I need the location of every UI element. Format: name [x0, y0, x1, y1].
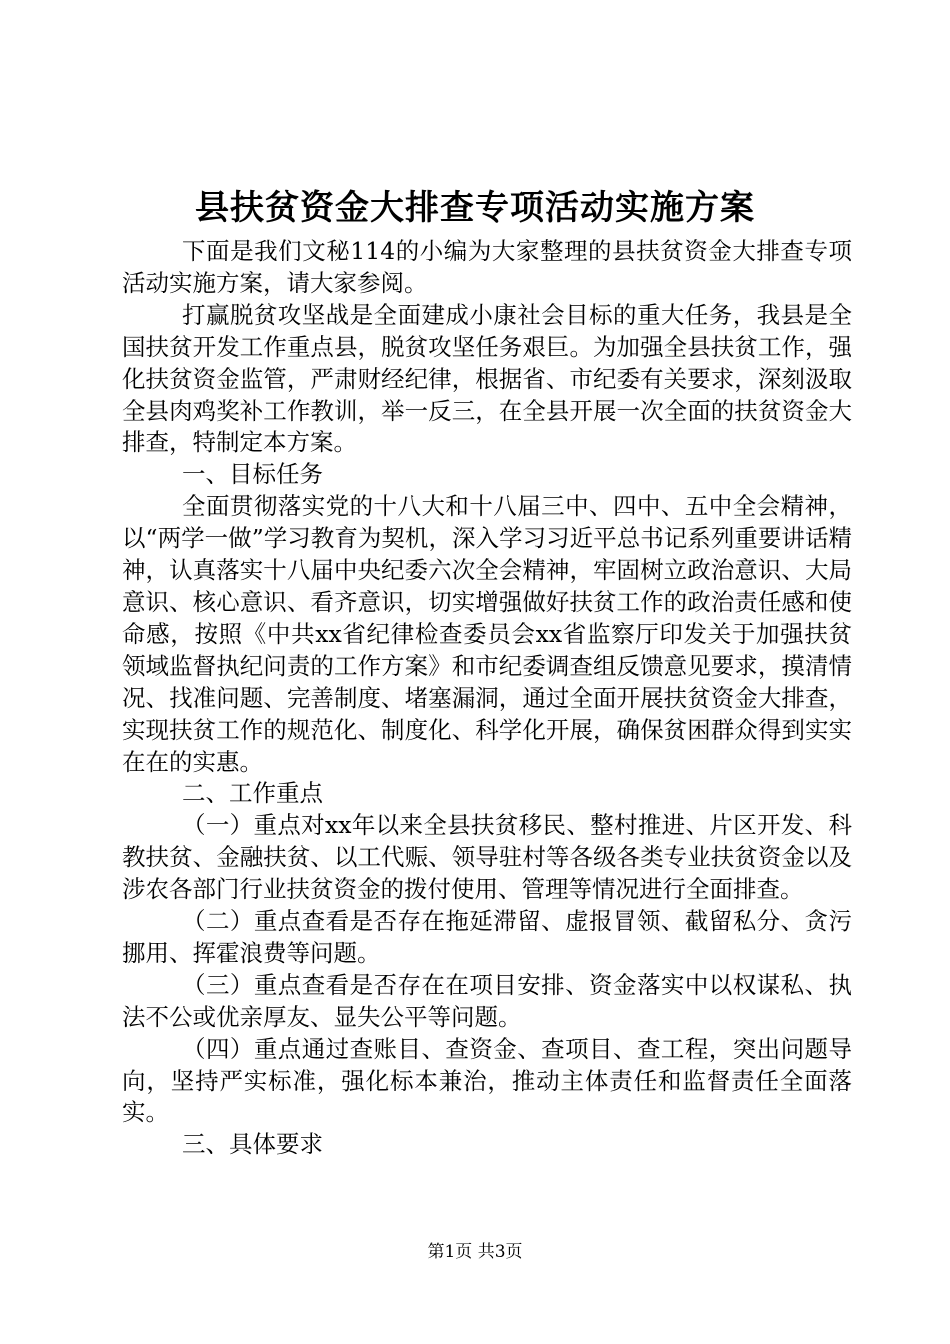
focus-item-1: （一）重点对xx年以来全县扶贫移民、整村推进、片区开发、科教扶贫、金融扶贫、以工代赈、领导驻村等各级各类专业扶贫资金以及涉农各部门行业扶贫资金的拨付使用、管理等情况进行全面排查。	[122, 811, 852, 904]
focus-item-2: （二）重点查看是否存在拖延滞留、虚报冒领、截留私分、贪污挪用、挥霍浪费等问题。	[122, 907, 852, 967]
section-heading-requirements: 三、具体要求	[182, 1130, 323, 1159]
section-heading-focus: 二、工作重点	[182, 779, 323, 808]
document-body	[122, 236, 852, 1161]
section-heading-goals: 一、目标任务	[182, 460, 323, 489]
page-footer: 第1页 共3页	[427, 1242, 523, 1262]
goals-paragraph: 全面贯彻落实党的十八大和十八届三中、四中、五中全会精神，以“两学一做”学习教育为契机，深入学习习近平总书记系列重要讲话精神，认真落实十八届中央纪委六次全会精神，牢固树立政治意识、大局意识、核心意识、看齐意识，切实增强做好扶贫工作的政治责任感和使命感，按照《中共xx省纪律检查委员会xx省监察厅印发关于加强扶贫领域监督执纪问责的工作方案》和市纪委调查组反馈意见要求，摸清情况、找准问题、完善制度、堵塞漏洞，通过全面开展扶贫资金大排查，实现扶贫工作的规范化、制度化、科学化开展，确保贫困群众得到实实在在的实惠。	[122, 492, 852, 776]
background-paragraph: 打赢脱贫攻坚战是全面建成小康社会目标的重大任务，我县是全国扶贫开发工作重点县，脱贫攻坚任务艰巨。为加强全县扶贫工作，强化扶贫资金监管，严肃财经纪律，根据省、市纪委有关要求，深刻汲取全县肉鸡奖补工作教训，举一反三，在全县开展一次全面的扶贫资金大排查，特制定本方案。	[122, 300, 852, 457]
intro-paragraph: 下面是我们文秘114的小编为大家整理的县扶贫资金大排查专项活动实施方案，请大家参阅。	[122, 237, 852, 297]
document-title: 县扶贫资金大排查专项活动实施方案	[195, 188, 755, 228]
focus-item-3: （三）重点查看是否存在在项目安排、资金落实中以权谋私、执法不公或优亲厚友、显失公平等问题。	[122, 970, 852, 1031]
focus-item-4: （四）重点通过查账目、查资金、查项目、查工程，突出问题导向，坚持严实标准，强化标本兼治，推动主体责任和监督责任全面落实。	[122, 1034, 852, 1127]
